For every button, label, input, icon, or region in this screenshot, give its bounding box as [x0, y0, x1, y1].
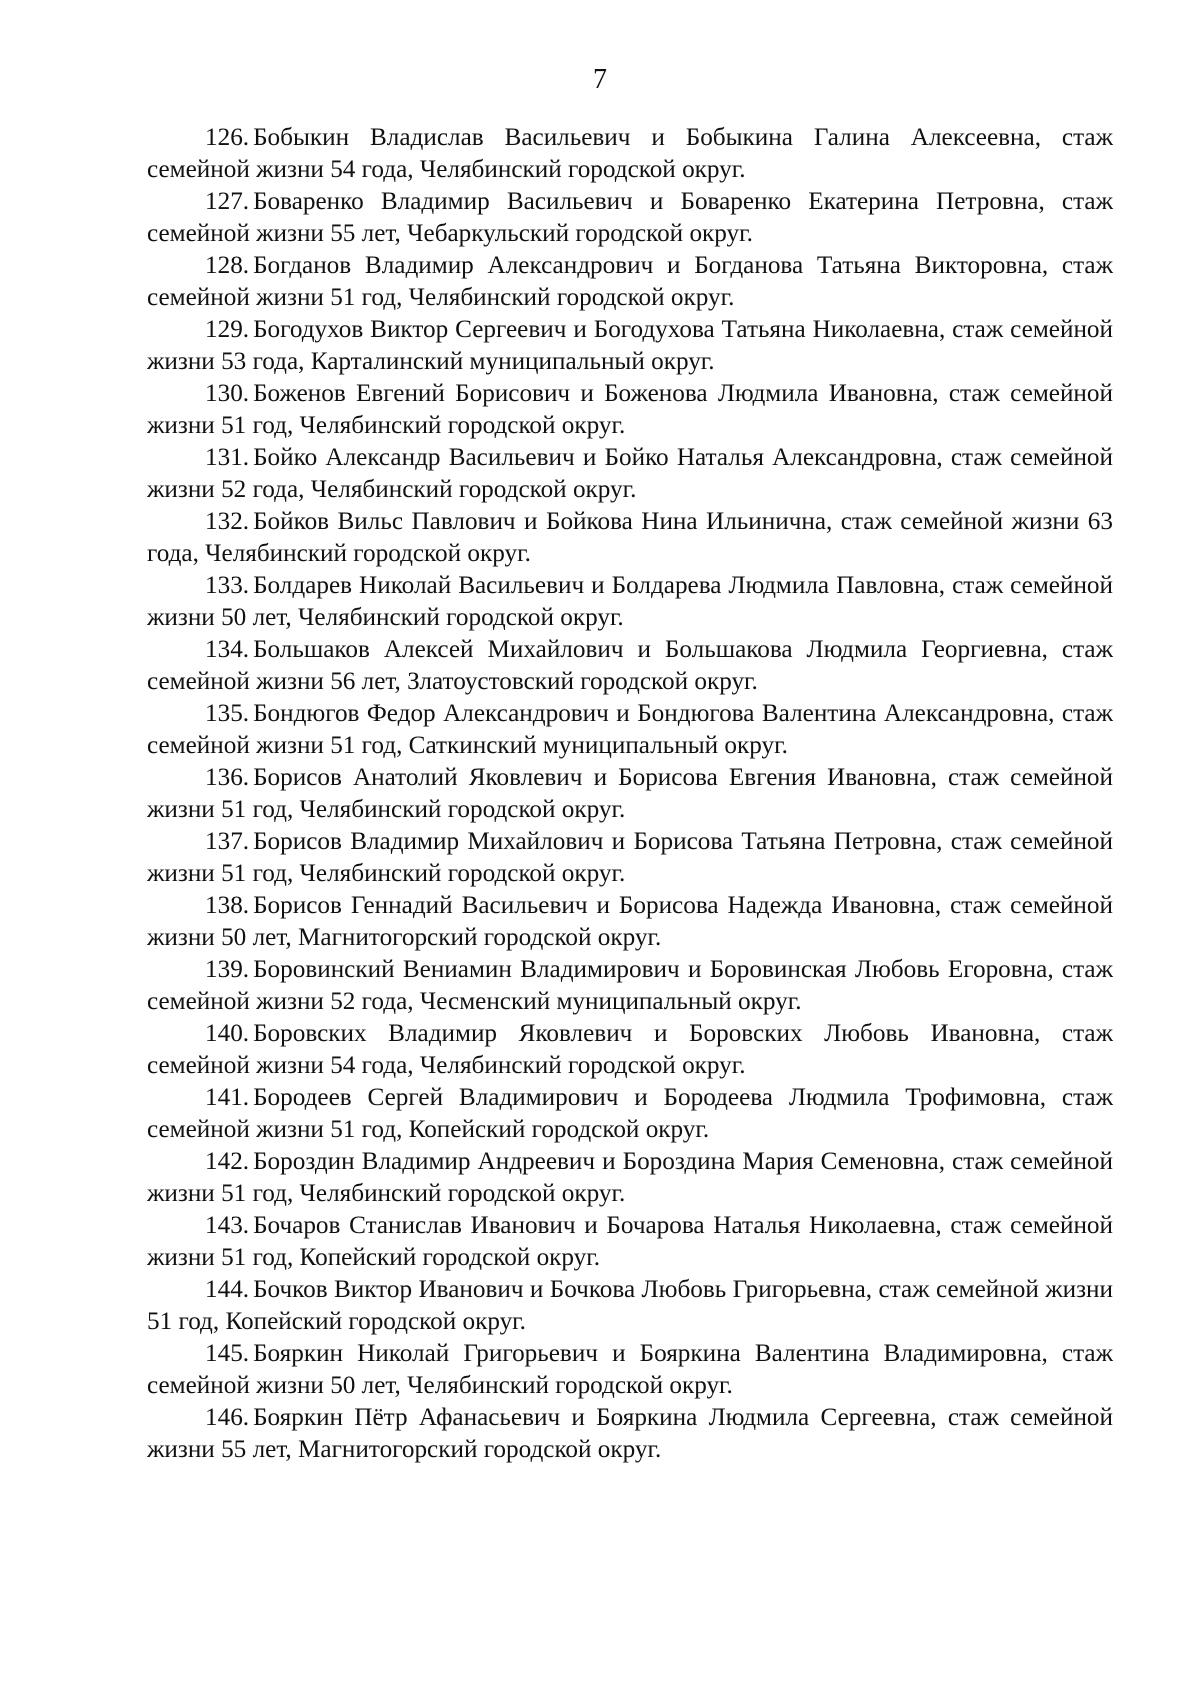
entry-number: 126. [205, 124, 250, 151]
list-item [147, 250, 1113, 314]
list-item [147, 762, 1113, 826]
entry-text: Болдарев Николай Васильевич и Болдарева Людмила Павловна, стаж семейной жизни 50 лет, Челябинский городской округ. [147, 572, 1113, 631]
list-item [147, 1210, 1113, 1274]
entry-text: Бородеев Сергей Владимирович и Бородеева Людмила Трофимовна, стаж семейной жизни 51 год, Копейский городской округ. [147, 1084, 1113, 1143]
list-item [147, 698, 1113, 762]
entry-number: 146. [205, 1404, 250, 1431]
entry-number: 127. [205, 188, 250, 215]
entry-text: Богданов Владимир Александрович и Богданова Татьяна Викторовна, стаж семейной жизни 51 год, Челябинский городской округ. [147, 252, 1113, 311]
list-item [147, 378, 1113, 442]
list-item [147, 1146, 1113, 1210]
page-number: 7 [593, 64, 607, 95]
entry-number: 136. [205, 764, 250, 791]
list-item [147, 954, 1113, 1018]
entry-text: Бояркин Николай Григорьевич и Бояркина Валентина Владимировна, стаж семейной жизни 50 лет, Челябинский городской округ. [147, 1340, 1113, 1399]
entry-number: 142. [205, 1148, 250, 1175]
list-item [147, 1018, 1113, 1082]
list-item [147, 314, 1113, 378]
entry-text: Бороздин Владимир Андреевич и Бороздина Мария Семеновна, стаж семейной жизни 51 год, Челябинский городской округ. [147, 1148, 1113, 1207]
entry-text: Бойко Александр Васильевич и Бойко Наталья Александровна, стаж семейной жизни 52 года, Челябинский городской округ. [147, 444, 1113, 503]
entry-number: 130. [205, 380, 250, 407]
entry-number: 141. [205, 1084, 250, 1111]
list-item [147, 506, 1113, 570]
entry-text: Богодухов Виктор Сергеевич и Богодухова Татьяна Николаевна, стаж семейной жизни 53 года, Карталинский муниципальный округ. [147, 316, 1113, 375]
entry-text: Боровских Владимир Яковлевич и Боровских Любовь Ивановна, стаж семейной жизни 54 года, Челябинский городской округ. [147, 1020, 1113, 1079]
entry-number: 138. [205, 892, 250, 919]
entry-text: Бочаров Станислав Иванович и Бочарова Наталья Николаевна, стаж семейной жизни 51 год, Копейский городской округ. [147, 1212, 1113, 1271]
list-item [147, 1082, 1113, 1146]
list-item [147, 442, 1113, 506]
entry-number: 140. [205, 1020, 250, 1047]
entry-number: 145. [205, 1340, 250, 1367]
entry-text: Бояркин Пётр Афанасьевич и Бояркина Людмила Сергеевна, стаж семейной жизни 55 лет, Магнитогорский городской округ. [147, 1404, 1113, 1463]
entry-number: 137. [205, 828, 250, 855]
entry-text: Бочков Виктор Иванович и Бочкова Любовь Григорьевна, стаж семейной жизни 51 год, Копейский городской округ. [147, 1276, 1113, 1335]
entry-number: 139. [205, 956, 250, 983]
entry-text: Бондюгов Федор Александрович и Бондюгова Валентина Александровна, стаж семейной жизни 51 год, Саткинский муниципальный округ. [147, 700, 1113, 759]
entry-text: Боровинский Вениамин Владимирович и Боровинская Любовь Егоровна, стаж семейной жизни 52 года, Чесменский муниципальный округ. [147, 956, 1113, 1015]
entry-text: Бобыкин Владислав Васильевич и Бобыкина Галина Алексеевна, стаж семейной жизни 54 года, Челябинский городской округ. [147, 124, 1113, 183]
list-item [147, 186, 1113, 250]
entry-number: 135. [205, 700, 250, 727]
entry-number: 128. [205, 252, 250, 279]
entry-text: Большаков Алексей Михайлович и Большакова Людмила Георгиевна, стаж семейной жизни 56 лет, Златоустовский городской округ. [147, 636, 1113, 695]
entry-number: 143. [205, 1212, 250, 1239]
list-item [147, 634, 1113, 698]
entry-text: Боваренко Владимир Васильевич и Боваренко Екатерина Петровна, стаж семейной жизни 55 лет, Чебаркульский городской округ. [147, 188, 1113, 247]
entry-number: 129. [205, 316, 250, 343]
entry-list [147, 122, 1113, 1466]
entry-number: 133. [205, 572, 250, 599]
entry-number: 144. [205, 1276, 250, 1303]
list-item [147, 890, 1113, 954]
entry-text: Борисов Владимир Михайлович и Борисова Татьяна Петровна, стаж семейной жизни 51 год, Челябинский городской округ. [147, 828, 1113, 887]
entry-text: Борисов Анатолий Яковлевич и Борисова Евгения Ивановна, стаж семейной жизни 51 год, Челябинский городской округ. [147, 764, 1113, 823]
entry-number: 132. [205, 508, 250, 535]
entry-text: Бойков Вильс Павлович и Бойкова Нина Ильинична, стаж семейной жизни 63 года, Челябинский городской округ. [147, 508, 1113, 567]
entry-text: Борисов Геннадий Васильевич и Борисова Надежда Ивановна, стаж семейной жизни 50 лет, Магнитогорский городской округ. [147, 892, 1113, 951]
list-item [147, 122, 1113, 186]
list-item [147, 826, 1113, 890]
list-item [147, 570, 1113, 634]
entry-number: 131. [205, 444, 250, 471]
entry-text: Боженов Евгений Борисович и Боженова Людмила Ивановна, стаж семейной жизни 51 год, Челябинский городской округ. [147, 380, 1113, 439]
entry-number: 134. [205, 636, 250, 663]
list-item [147, 1274, 1113, 1338]
list-item [147, 1402, 1113, 1466]
list-item [147, 1338, 1113, 1402]
